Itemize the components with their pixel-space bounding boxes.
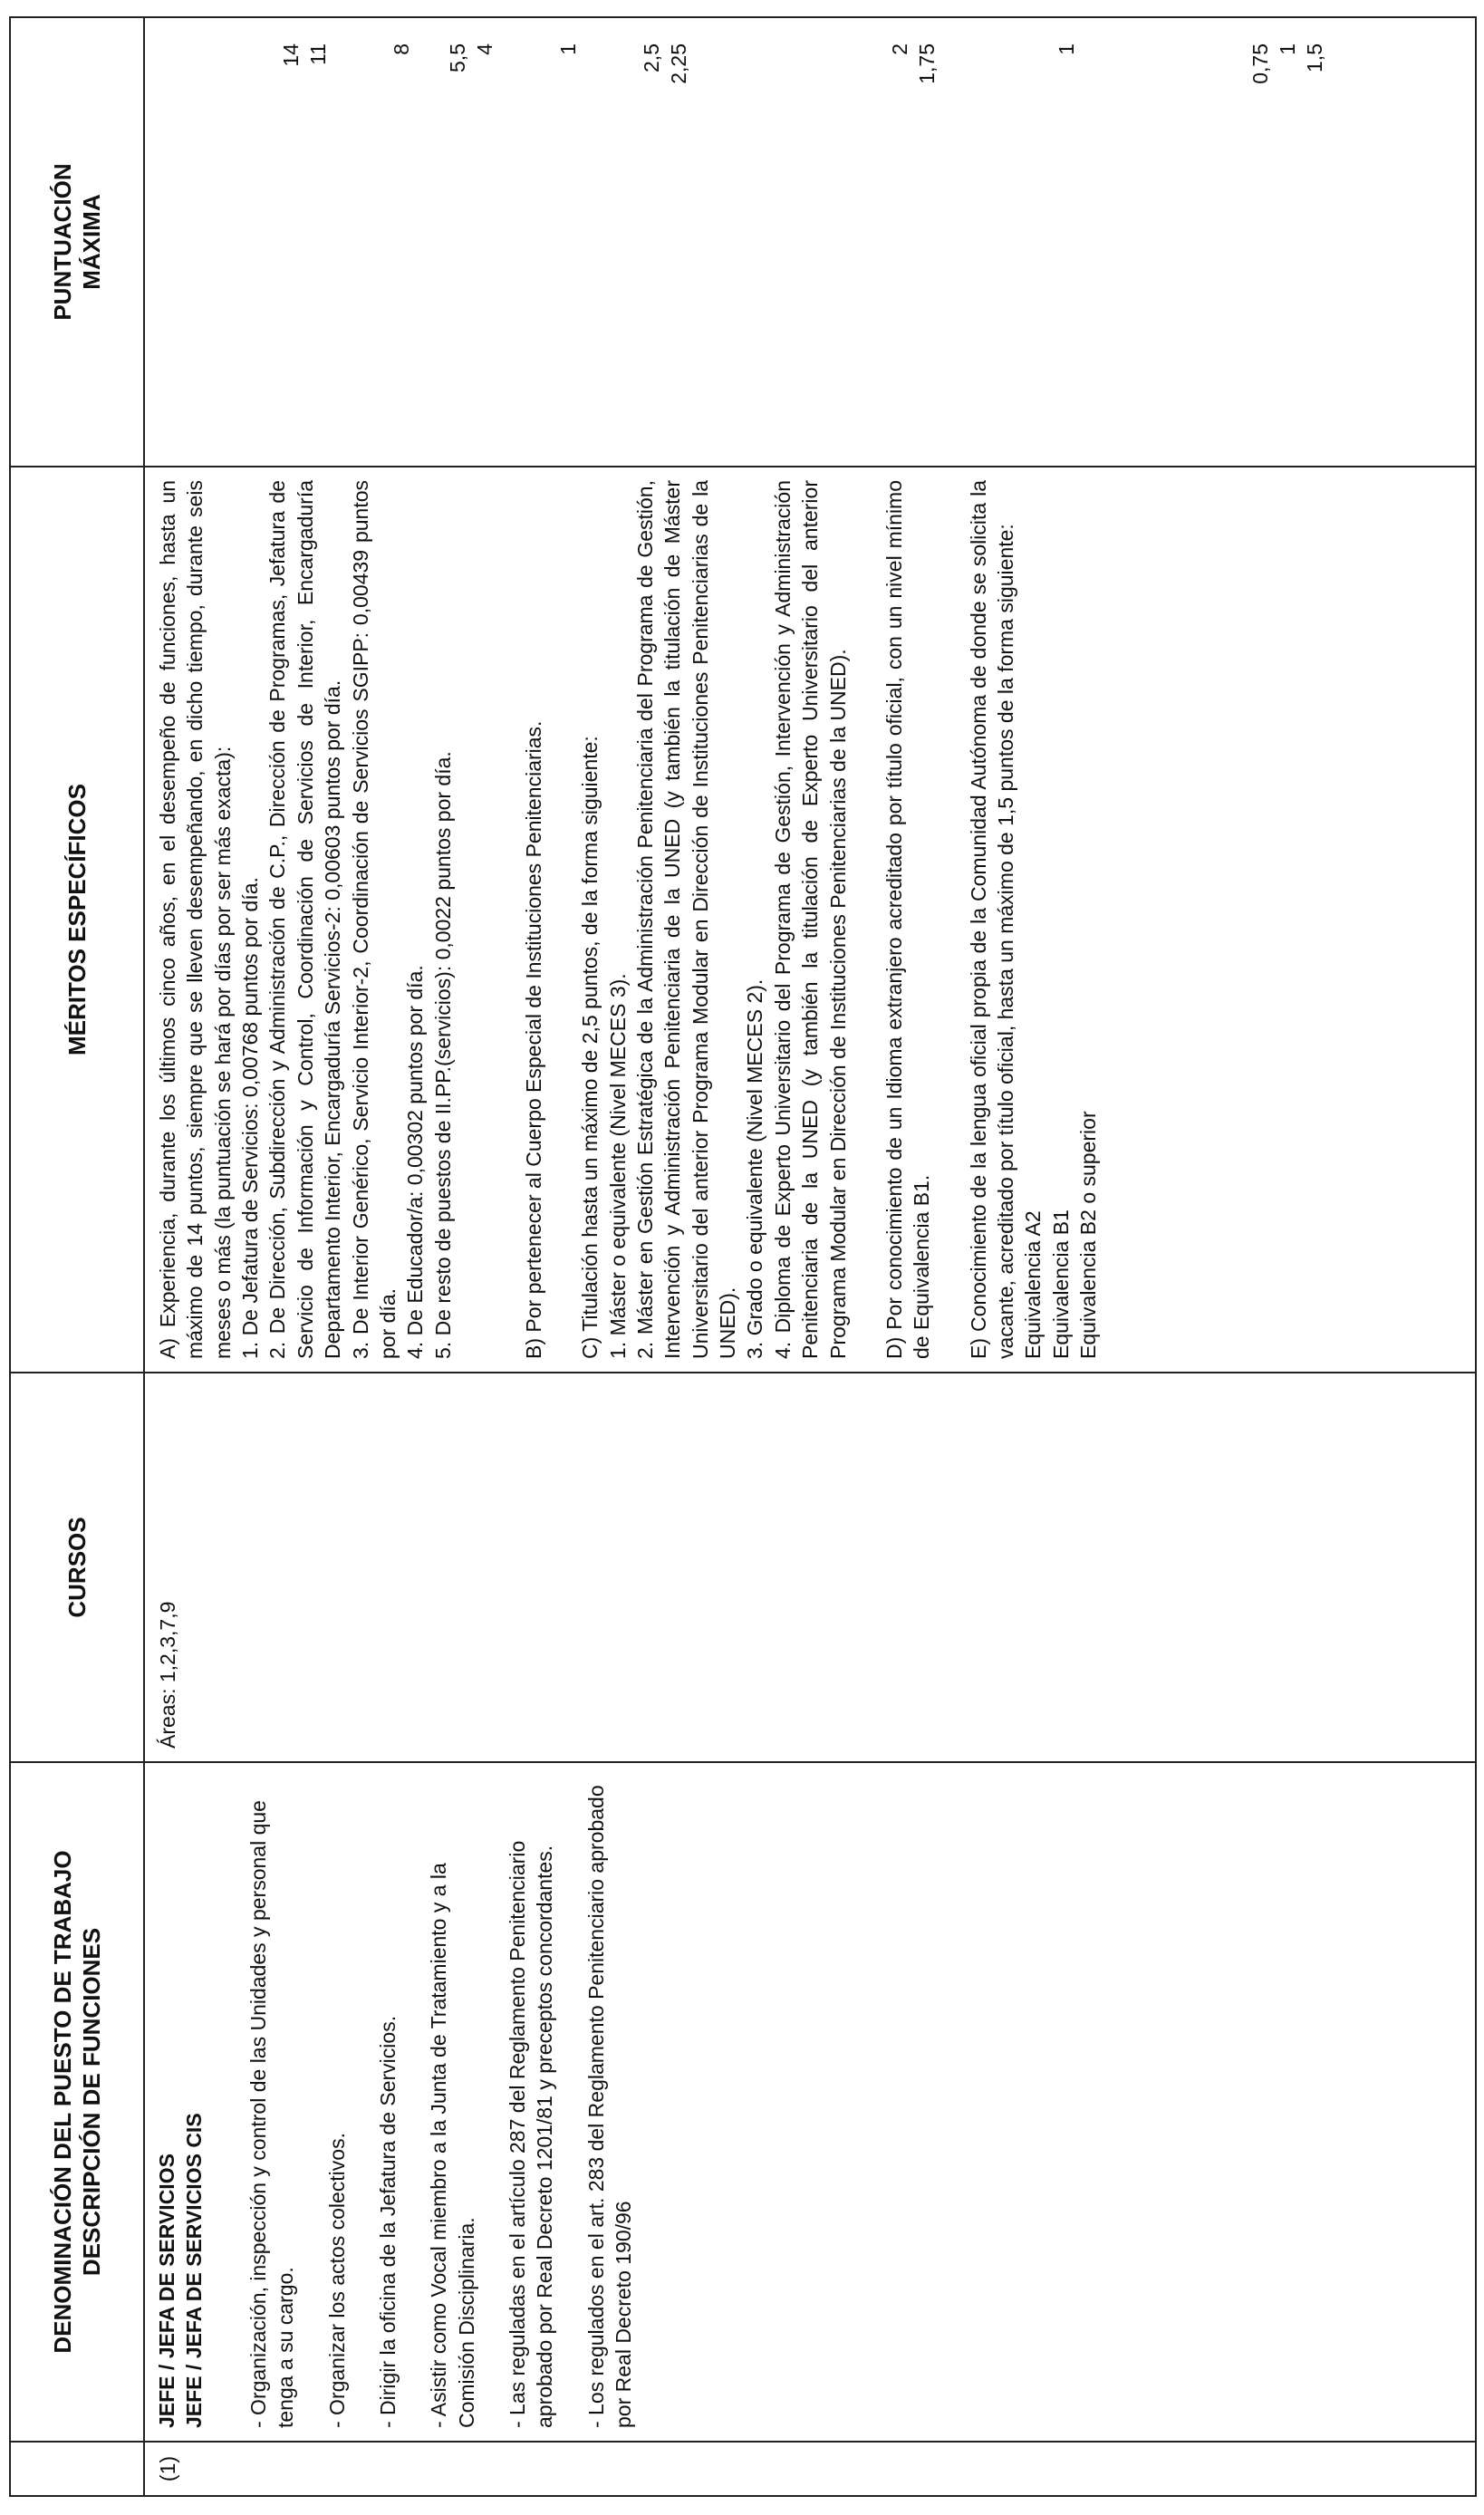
score-d: 1 bbox=[1055, 43, 1078, 55]
header-score-line-1: PUNTUACIÓN bbox=[48, 163, 76, 321]
header-number bbox=[10, 2442, 144, 2496]
function-item: - Organización, inspección y control de las Unidades y personal que tenga a su cargo. bbox=[246, 1800, 298, 2428]
merits-table bbox=[9, 16, 1477, 2497]
row-number: (1) bbox=[144, 2442, 1476, 2496]
score-c2: 2,25 bbox=[667, 43, 690, 84]
merit-c-item: 4. Diploma de Experto Universitario del Programa de Gestión, Intervención y Administración Penitenciaria de la UNED (y también la titulación de Experto Universitario del anterior Programa Modular en Dirección de Instituciones Penitenciarias de la UNED). bbox=[770, 480, 850, 1359]
score-b: 1 bbox=[556, 43, 580, 55]
merit-e-item: Equivalencia B1 bbox=[1048, 1209, 1073, 1359]
job-title bbox=[154, 1776, 208, 2428]
merit-d-intro: D) Por conocimiento de un Idioma extranjero acreditado por título oficial, con un nivel mínimo de Equivalencia B1. bbox=[882, 480, 934, 1359]
merit-d bbox=[881, 480, 936, 1359]
function-item: - Dirigir la oficina de la Jefatura de Servicios. bbox=[375, 2015, 400, 2428]
merit-a-item: 3. De Interior Genérico, Servicio Interior-2, Coordinación de Servicios SGIPP: 0,00439 puntos por día. bbox=[348, 480, 400, 1359]
header-job-line-2: DESCRIPCIÓN DE FUNCIONES bbox=[78, 1927, 105, 2277]
function-item: - Los regulados en el art. 283 del Reglamento Penitenciario aprobado por Real Decreto 190/96 bbox=[583, 1785, 636, 2428]
score-a2: 11 bbox=[306, 43, 330, 65]
merit-c-item: 2. Máster en Gestión Estratégica de la Administración Penitenciaria del Programa de Gestión, Intervención y Administración Penitenciaria de la UNED (y también la titulación de Máster Universitario del anterior Programa Modular en Dirección de Instituciones Penitenciarias de la UNED). bbox=[633, 480, 740, 1359]
merit-e-item: Equivalencia A2 bbox=[1021, 1210, 1046, 1359]
merits-cell bbox=[144, 467, 1476, 1373]
function-item: - Asistir como Vocal miembro a la Junta de Tratamiento y a la Comisión Disciplinaria. bbox=[427, 1863, 478, 2428]
header-job-line-1: DENOMINACIÓN DEL PUESTO DE TRABAJO bbox=[48, 1850, 76, 2354]
courses-cell: Áreas: 1,2,3,7,9 bbox=[144, 1373, 1476, 1762]
score-c4: 1,75 bbox=[915, 43, 939, 84]
header-courses: CURSOS bbox=[10, 1373, 144, 1762]
merit-c-item: 1. Máster o equivalente (Nivel MECES 3). bbox=[605, 973, 630, 1359]
job-cell bbox=[144, 1762, 1476, 2442]
score-cell bbox=[144, 17, 1476, 467]
score-e1: 0,75 bbox=[1248, 43, 1272, 84]
header-job bbox=[10, 1762, 144, 2442]
score-e2: 1 bbox=[1276, 43, 1299, 55]
merit-a-intro: A) Experiencia, durante los últimos cinco años, en el desempeño de funciones, hasta un máximo de 14 puntos, siempre que se lleven desempeñando, en dicho tiempo, durante seis meses o más (la puntuación se hará por días por ser más exacta): bbox=[156, 480, 235, 1359]
function-item: - Las reguladas en el artículo 287 del Reglamento Penitenciario aprobado por Real Decreto 1201/81 y preceptos concordantes. bbox=[505, 1840, 557, 2428]
header-row bbox=[10, 17, 144, 2496]
merit-c bbox=[576, 480, 852, 1359]
header-score bbox=[10, 17, 144, 467]
merit-a-item: 4. De Educador/a: 0,00302 puntos por día. bbox=[403, 965, 428, 1359]
merit-c-intro: C) Titulación hasta un máximo de 2,5 puntos, de la forma siguiente: bbox=[578, 736, 602, 1359]
merit-a bbox=[154, 480, 457, 1359]
score-e3: 1,5 bbox=[1303, 43, 1326, 72]
score-a3: 8 bbox=[390, 43, 413, 55]
header-score-line-2: MÁXIMA bbox=[78, 194, 105, 290]
score-c3: 2 bbox=[888, 43, 911, 55]
merit-b-intro: B) Por pertenecer al Cuerpo Especial de Instituciones Penitenciarias. bbox=[521, 720, 545, 1359]
job-title-line-2: JEFE / JEFA DE SERVICIOS CIS bbox=[181, 2113, 206, 2428]
merit-c-item: 3. Grado o equivalente (Nivel MECES 2). bbox=[743, 978, 767, 1359]
table-row bbox=[144, 17, 1476, 2496]
score-column bbox=[145, 18, 1475, 466]
score-a4: 5,5 bbox=[446, 43, 469, 72]
header-merits: MÉRITOS ESPECÍFICOS bbox=[10, 467, 144, 1373]
function-item: - Organizar los actos colectivos. bbox=[324, 2133, 349, 2428]
merit-e bbox=[965, 480, 1103, 1359]
job-title-line-1: JEFE / JEFA DE SERVICIOS bbox=[155, 2154, 178, 2428]
score-a5: 4 bbox=[473, 43, 496, 55]
merit-b bbox=[520, 480, 547, 1359]
score-a1: 14 bbox=[279, 43, 303, 67]
merit-e-intro: E) Conocimiento de la lengua oficial propia de la Comunidad Autónoma de donde se solicita la vacante, acreditado por título oficial, hasta un máximo de 1,5 puntos de la forma siguiente: bbox=[966, 480, 1017, 1359]
score-c1: 2,5 bbox=[640, 43, 663, 72]
merit-e-item: Equivalencia B2 o superior bbox=[1076, 1111, 1101, 1359]
merit-a-item: 2. De Dirección, Subdirección y Administración de C.P., Dirección de Programas, Jefatura de Servicio de Información y Control, Coordinación de Servicios de Interior, Encargaduría Departamento Interior, Encargaduría Servicios-2: 0,00603 puntos por día. bbox=[265, 480, 345, 1359]
merit-a-item: 5. De resto de puestos de II.PP.(servicios): 0,0022 puntos por día. bbox=[430, 751, 455, 1359]
merit-a-item: 1. De Jefatura de Servicios: 0,00768 puntos por día. bbox=[238, 877, 263, 1359]
